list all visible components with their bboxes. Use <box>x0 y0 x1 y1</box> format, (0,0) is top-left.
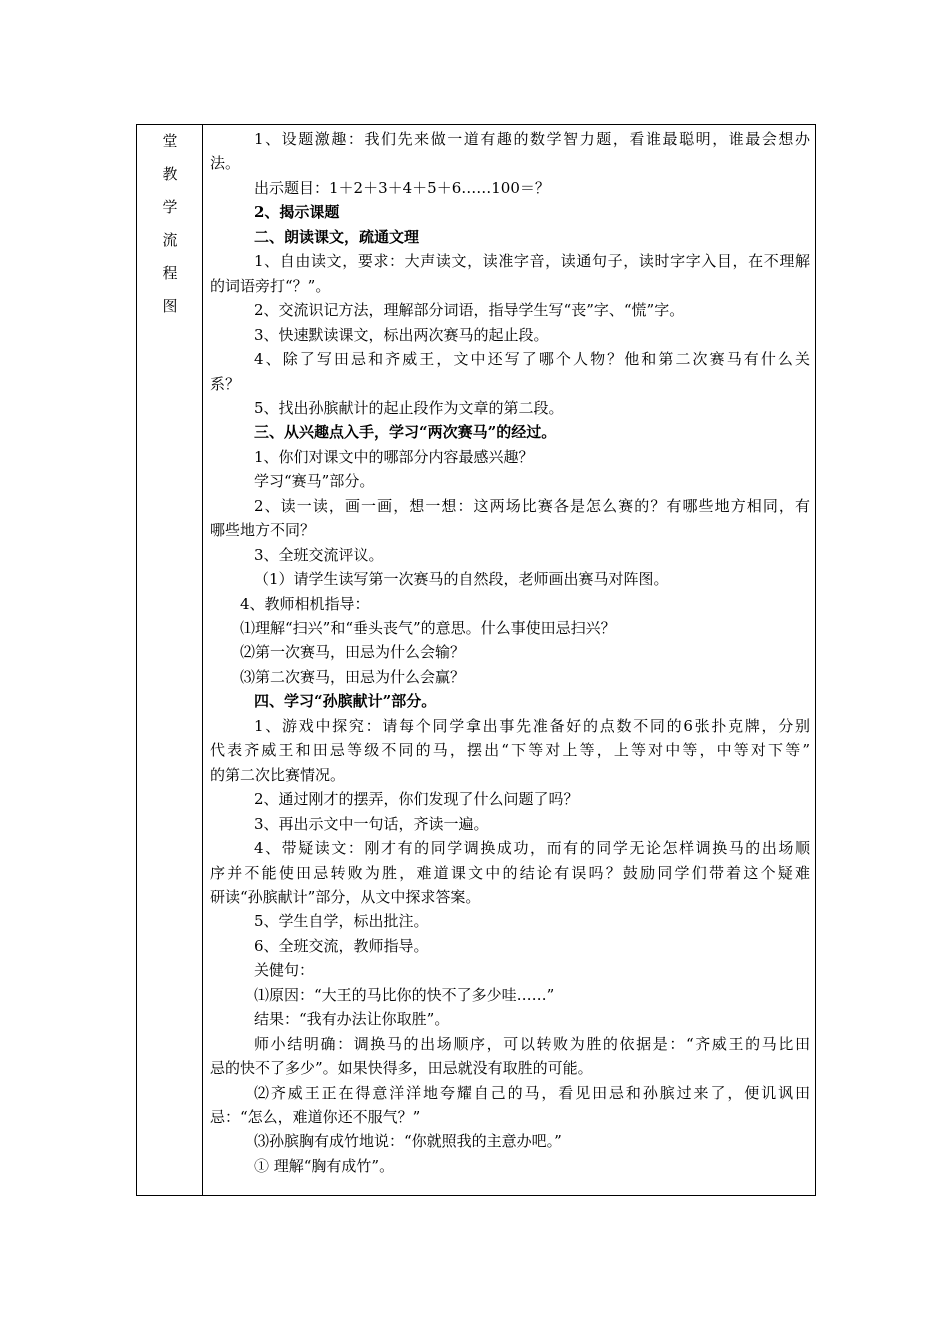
text-line: 2、通过刚才的摆弄，你们发现了什么问题了吗？ <box>254 790 579 809</box>
section-heading: 三、从兴趣点入手，学习“两次赛马”的经过。 <box>254 423 557 442</box>
text-line: 5、学生自学，标出批注。 <box>254 912 429 931</box>
text-line: （1）请学生读写第一次赛马的自然段，老师画出赛马对阵图。 <box>254 570 669 589</box>
text-line: 3、全班交流评议。 <box>254 545 384 564</box>
lesson-content <box>210 125 810 1195</box>
text-line: 2、交流识记方法，理解部分词语，指导学生写“丧”字、“慌”字。 <box>254 301 685 320</box>
text-line: ⑶第二次赛马，田忌为什么会赢？ <box>240 667 466 686</box>
text-line: 哪些地方不同？ <box>210 521 316 540</box>
text-line: ⑵第一次赛马，田忌为什么会输？ <box>240 643 466 662</box>
text-line: 出示题目：1＋2＋3＋4＋5＋6……100＝？ <box>254 178 550 197</box>
side-label-char: 学 <box>162 198 178 216</box>
text-line: 1、设题激趣：我们先来做一道有趣的数学智力题，看谁最聪明，谁最会想办 <box>254 130 810 148</box>
text-line: ① 理解“胸有成竹”。 <box>254 1156 395 1175</box>
text-line: 5、找出孙膑献计的起止段作为文章的第二段。 <box>254 398 564 417</box>
side-label-column <box>137 125 203 1195</box>
text-line: 学习“赛马”部分。 <box>254 472 375 491</box>
text-line: 序并不能使田忌转败为胜，难道课文中的结论有误吗？鼓励同学们带着这个疑难 <box>210 863 810 882</box>
text-line: 2、读一读，画一画，想一想：这两场比赛各是怎么赛的？有哪些地方相同，有 <box>254 496 810 515</box>
text-line: 忌：“怎么，难道你还不服气？” <box>210 1108 421 1126</box>
side-label-char: 堂 <box>162 132 178 150</box>
text-line: ⑵齐威王正在得意洋洋地夸耀自己的马，看见田忌和孙膑过来了，便讥讽田 <box>254 1083 810 1102</box>
side-label-char: 流 <box>162 231 178 249</box>
text-line: 3、再出示文中一句话，齐读一遍。 <box>254 814 489 833</box>
text-line: 1、自由读文，要求：大声读文，读准字音，读通句子，读时字字入目，在不理解 <box>254 252 810 271</box>
text-line: ⑴原因：“大王的马比你的快不了多少哇……” <box>254 985 555 1004</box>
text-line: 法。 <box>210 154 241 173</box>
section-heading: 2、揭示课题 <box>254 203 340 222</box>
text-line: 代表齐威王和田忌等级不同的马，摆出“下等对上等，上等对中等，中等对下等” <box>210 741 810 760</box>
text-line: 1、游戏中探究：请每个同学拿出事先准备好的点数不同的6张扑克牌，分别 <box>254 716 810 735</box>
text-line: 系？ <box>210 374 241 393</box>
text-line: ⑶孙膑胸有成竹地说：“你就照我的主意办吧。” <box>254 1132 562 1151</box>
text-line: 1、你们对课文中的哪部分内容最感兴趣？ <box>254 447 534 466</box>
text-line: 关健句： <box>254 961 315 980</box>
text-line: 4、带疑读文：刚才有的同学调换成功，而有的同学无论怎样调换马的出场顺 <box>254 839 810 858</box>
side-label-char: 程 <box>162 264 178 282</box>
text-line: 6、全班交流，教师指导。 <box>254 936 429 955</box>
lesson-flow-table <box>136 124 816 1196</box>
section-heading: 二、朗读课文，疏通文理 <box>254 227 420 246</box>
text-line: 师小结明确：调换马的出场顺序，可以转败为胜的依据是：“齐威王的马比田 <box>254 1034 810 1053</box>
text-line: 研读“孙膑献计”部分，从文中探求答案。 <box>210 887 481 906</box>
section-heading: 四、学习“孙膑献计”部分。 <box>254 692 437 711</box>
side-label-char: 图 <box>162 297 178 315</box>
text-line: 4、除了写田忌和齐威王，文中还写了哪个人物？他和第二次赛马有什么关 <box>254 350 810 369</box>
text-line: 3、快速默读课文，标出两次赛马的起止段。 <box>254 325 549 344</box>
text-line: 4、教师相机指导： <box>240 594 370 613</box>
text-line: 的词语旁打“？”。 <box>210 276 331 295</box>
text-line: 结果：“我有办法让你取胜”。 <box>254 1010 450 1029</box>
text-line: 忌的快不了多少”。如果快得多，田忌就没有取胜的可能。 <box>210 1059 593 1078</box>
side-label-char: 教 <box>162 165 178 183</box>
text-line: 的第二次比赛情况。 <box>210 765 346 784</box>
text-line: ⑴理解“扫兴”和“垂头丧气”的意思。什么事使田忌扫兴？ <box>240 619 616 637</box>
